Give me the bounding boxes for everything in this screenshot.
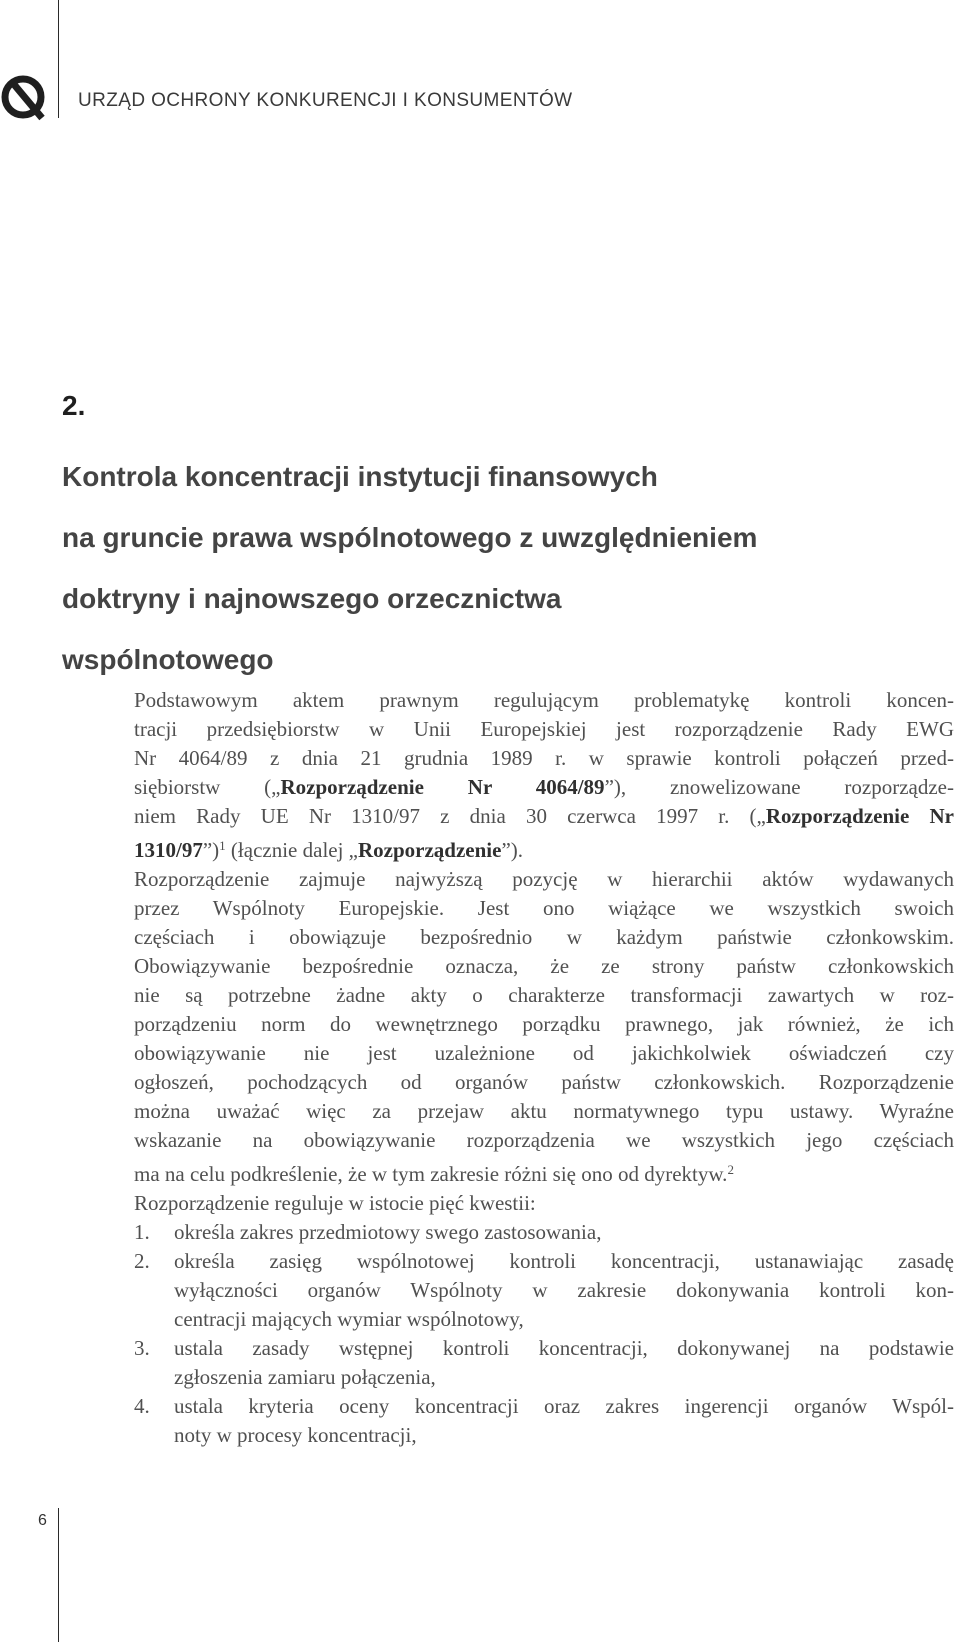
- text-run: ”): [202, 838, 220, 862]
- list-intro: Rozporządzenie reguluje w istocie pięć kwestii:: [134, 1191, 536, 1215]
- text-run: niem Rady UE Nr 1310/97 z dnia 30 czerwca 1997 r. („: [134, 804, 766, 828]
- paragraph-line: Nr 4064/89 z dnia 21 grudnia 1989 r. w sprawie kontroli połączeń przed-: [134, 746, 954, 770]
- paragraph-line: obowiązywanie nie jest uzależnione od jakichkolwiek oświadczeń czy: [134, 1041, 954, 1065]
- list-line: centracji mających wymiar wspólnotowy,: [174, 1307, 524, 1331]
- paragraph-line: [134, 802, 954, 831]
- list-line: określa zakres przedmiotowy swego zastosowania,: [174, 1220, 602, 1244]
- paragraph-line: częściach i obowiązuje bezpośrednio w każdym państwie członkowskim.: [134, 925, 954, 949]
- header-organization-name: URZĄD OCHRONY KONKURENCJI I KONSUMENTÓW: [78, 90, 573, 111]
- regulation-name-bold: 1310/97: [134, 838, 203, 862]
- section-title: [62, 446, 922, 690]
- paragraph-line: Rozporządzenie zajmuje najwyższą pozycję w hierarchii aktów wydawanych: [134, 867, 954, 891]
- paragraph-line: [134, 831, 954, 865]
- text-run: ma na celu podkreślenie, że w tym zakresie różni się ono od dyrektyw.: [134, 1162, 728, 1186]
- text-run: (łącznie dalej „: [225, 838, 358, 862]
- list-line: wyłączności organów Wspólnoty w zakresie dokonywania kontroli kon-: [174, 1278, 954, 1302]
- section-title-line: Kontrola koncentracji instytucji finansowych: [62, 461, 658, 492]
- paragraph-line: [134, 773, 954, 802]
- paragraph-line: ogłoszeń, pochodzących od organów państw członkowskich. Rozporządzenie: [134, 1070, 954, 1094]
- page-number: 6: [38, 1512, 47, 1529]
- list-item: [134, 1218, 954, 1247]
- regulation-name-bold: Rozporządzenie: [358, 838, 502, 862]
- section-title-line: doktryny i najnowszego orzecznictwa: [62, 583, 562, 614]
- paragraph-line: Podstawowym aktem prawnym regulującym problematykę kontroli koncen-: [134, 688, 954, 712]
- list-number: 4.: [134, 1394, 150, 1418]
- list-item: [134, 1247, 954, 1334]
- text-run: ”).: [501, 838, 524, 862]
- paragraph-line: [134, 1155, 954, 1189]
- list-line: zgłoszenia zamiaru połączenia,: [174, 1365, 436, 1389]
- paragraph-line: można uważać więc za przejaw aktu normatywnego typu ustawy. Wyraźne: [134, 1099, 954, 1123]
- list-number: 1.: [134, 1220, 150, 1244]
- text-run: ”), znowelizowane rozporządze-: [604, 775, 954, 799]
- footnote-ref: 1: [219, 838, 226, 853]
- list-line: określa zasięg wspólnotowej kontroli koncentracji, ustanawiając zasadę: [174, 1249, 954, 1273]
- section-title-line: wspólnotowego: [62, 644, 274, 675]
- text-run: siębiorstw („: [134, 775, 281, 799]
- list-line: ustala kryteria oceny koncentracji oraz zakres ingerencji organów Wspól-: [174, 1394, 954, 1418]
- paragraph-line: wskazanie na obowiązywanie rozporządzenia we wszystkich jego częściach: [134, 1128, 954, 1152]
- paragraph-line: porządzeniu norm do wewnętrznego porządku prawnego, jak również, że ich: [134, 1012, 954, 1036]
- regulation-name-bold: Rozporządzenie Nr 4064/89: [280, 775, 605, 799]
- body-text: [134, 686, 954, 1450]
- list-number: 2.: [134, 1249, 150, 1273]
- vertical-rule-bottom: [58, 1508, 59, 1642]
- list-line: noty w procesy koncentracji,: [174, 1423, 417, 1447]
- footnote-ref: 2: [727, 1162, 734, 1177]
- uokik-logo-icon: [0, 74, 46, 124]
- paragraph-line: Obowiązywanie bezpośrednie oznacza, że ze strony państw członkowskich: [134, 954, 954, 978]
- list-line: ustala zasady wstępnej kontroli koncentracji, dokonywanej na podstawie: [174, 1336, 954, 1360]
- list-item: [134, 1334, 954, 1392]
- section-title-line: na gruncie prawa wspólnotowego z uwzględnieniem: [62, 522, 758, 553]
- paragraph-line: nie są potrzebne żadne akty o charakterze transformacji zawartych w roz-: [134, 983, 954, 1007]
- regulation-name-bold: Rozporządzenie Nr: [765, 804, 954, 828]
- list-item: [134, 1392, 954, 1450]
- vertical-rule-top: [58, 0, 59, 118]
- paragraph-line: przez Wspólnoty Europejskie. Jest ono wiążące we wszystkich swoich: [134, 896, 954, 920]
- section-number: 2.: [62, 390, 86, 421]
- paragraph-line: tracji przedsiębiorstw w Unii Europejskiej jest rozporządzenie Rady EWG: [134, 717, 954, 741]
- list-number: 3.: [134, 1336, 150, 1360]
